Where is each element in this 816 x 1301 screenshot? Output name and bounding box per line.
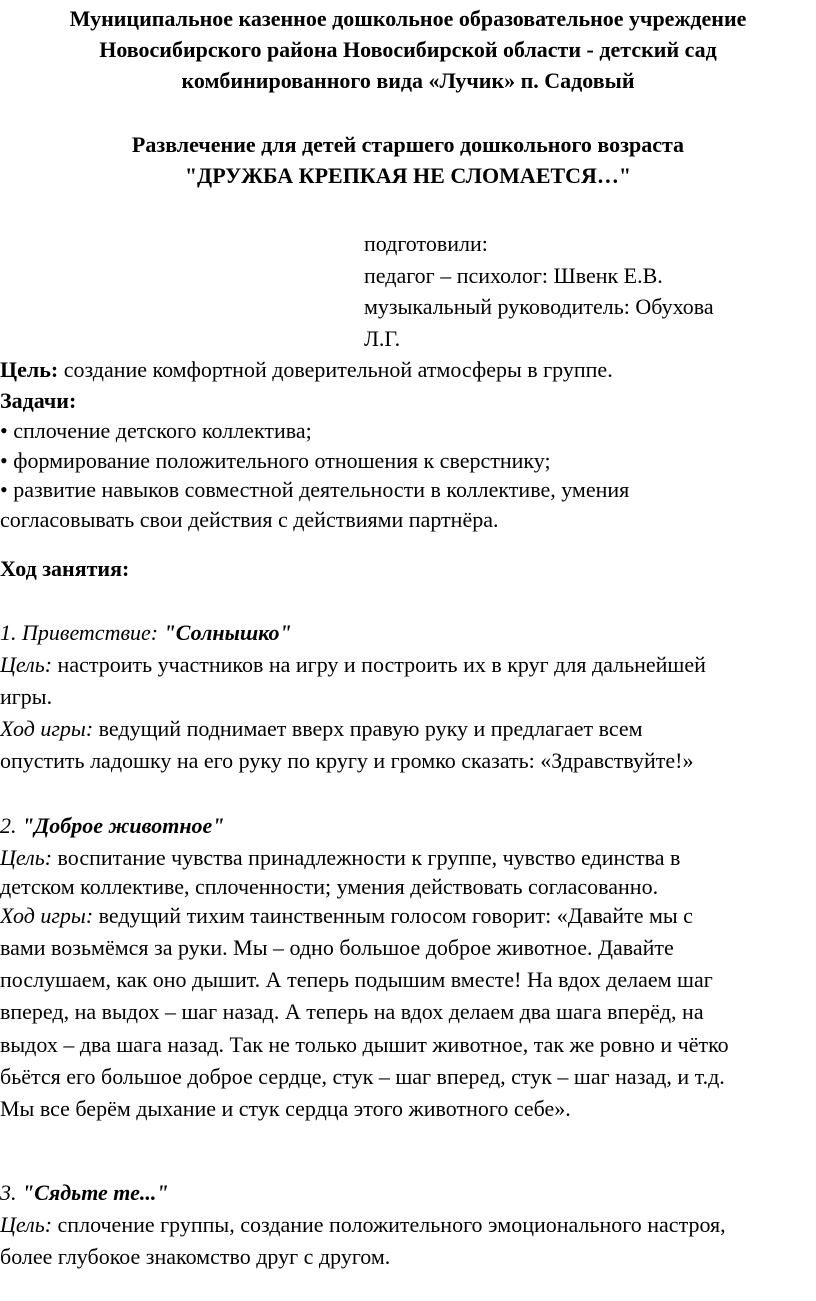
game-2-goal-label: Цель: — [0, 845, 53, 870]
game-2-course-line-7: Мы все берём дыхание и стук сердца этого животного себе». — [0, 1096, 571, 1121]
game-1-goal-line-1 — [0, 650, 706, 680]
game-1-prefix: Приветствие: — [22, 620, 164, 645]
game-1-course-text: ведущий поднимает вверх правую руку и предлагает всем — [93, 716, 643, 741]
game-1-course-line-2: опустить ладошку на его руку по кругу и громко сказать: «Здравствуйте!» — [0, 748, 694, 773]
task-item-3-line-1: • развитие навыков совместной деятельности в коллективе, умения — [0, 477, 630, 502]
game-3-heading — [0, 1178, 169, 1208]
authors-heading: подготовили: — [364, 231, 488, 256]
game-1-heading — [0, 618, 292, 648]
author-line-3: Л.Г. — [364, 326, 401, 351]
game-2-course-line-5: выдох – два шага назад. Так не только дышит животное, так же ровно и чётко — [0, 1032, 729, 1057]
game-2-course-label: Ход игры: — [0, 903, 94, 928]
institution-line-1: Муниципальное казенное дошкольное образовательное учреждение — [69, 6, 747, 31]
game-2-goal-line-2: детском коллективе, сплоченности; умения действовать согласованно. — [0, 874, 659, 899]
game-3-name: "Сядьте те..." — [22, 1180, 169, 1205]
game-2-course-text: ведущий тихим таинственным голосом говорит: «Давайте мы с — [93, 903, 693, 928]
game-2-goal-text: воспитание чувства принадлежности к группе, чувство единства в — [52, 845, 681, 870]
game-1-number: 1. — [0, 620, 22, 645]
game-2-heading — [0, 811, 225, 841]
goal-text: создание комфортной доверительной атмосферы в группе. — [58, 357, 613, 382]
game-1-course-line-1 — [0, 714, 643, 744]
goal-label: Цель: — [0, 357, 59, 382]
course-heading: Ход занятия: — [0, 556, 130, 581]
goal-paragraph — [0, 355, 613, 385]
game-1-goal-text: настроить участников на игру и построить их в круг для дальнейшей — [52, 652, 706, 677]
game-2-number: 2. — [0, 813, 22, 838]
document-title: "ДРУЖБА КРЕПКАЯ НЕ СЛОМАЕТСЯ…" — [184, 163, 632, 188]
game-2-course-line-1 — [0, 901, 693, 931]
task-item-1: • сплочение детского коллектива; — [0, 418, 312, 443]
tasks-label: Задачи: — [0, 388, 77, 413]
institution-line-3: комбинированного вида «Лучик» п. Садовый — [181, 68, 635, 93]
game-3-number: 3. — [0, 1180, 22, 1205]
game-2-course-line-3: послушаем, как оно дышит. А теперь подышим вместе! На вдох делаем шаг — [0, 967, 713, 992]
game-2-goal-line-1 — [0, 843, 680, 873]
game-3-goal-line-2: более глубокое знакомство друг с другом. — [0, 1244, 391, 1269]
task-item-2: • формирование положительного отношения к сверстнику; — [0, 448, 551, 473]
task-item-3-line-2: согласовывать свои действия с действиями партнёра. — [0, 507, 499, 532]
event-type: Развлечение для детей старшего дошкольного возраста — [131, 132, 685, 157]
author-line-2: музыкальный руководитель: Обухова — [364, 294, 714, 319]
game-3-goal-line-1 — [0, 1210, 726, 1240]
game-2-course-line-6: бьётся его большое доброе сердце, стук – шаг вперед, стук – шаг назад, и т.д. — [0, 1064, 725, 1089]
game-1-name: "Солнышко" — [163, 620, 292, 645]
game-3-goal-text: сплочение группы, создание положительного эмоционального настроя, — [52, 1212, 726, 1237]
institution-line-2: Новосибирского района Новосибирской области - детский сад — [99, 37, 717, 62]
game-1-goal-label: Цель: — [0, 652, 53, 677]
game-3-goal-label: Цель: — [0, 1212, 53, 1237]
game-1-course-label: Ход игры: — [0, 716, 94, 741]
author-line-1: педагог – психолог: Швенк Е.В. — [364, 263, 663, 288]
game-2-course-line-2: вами возьмёмся за руки. Мы – одно большое доброе животное. Давайте — [0, 935, 674, 960]
game-2-course-line-4: вперед, на выдох – шаг назад. А теперь на вдох делаем два шага вперёд, на — [0, 999, 704, 1024]
game-2-name: "Доброе животное" — [22, 813, 225, 838]
game-1-goal-line-2: игры. — [0, 684, 53, 709]
